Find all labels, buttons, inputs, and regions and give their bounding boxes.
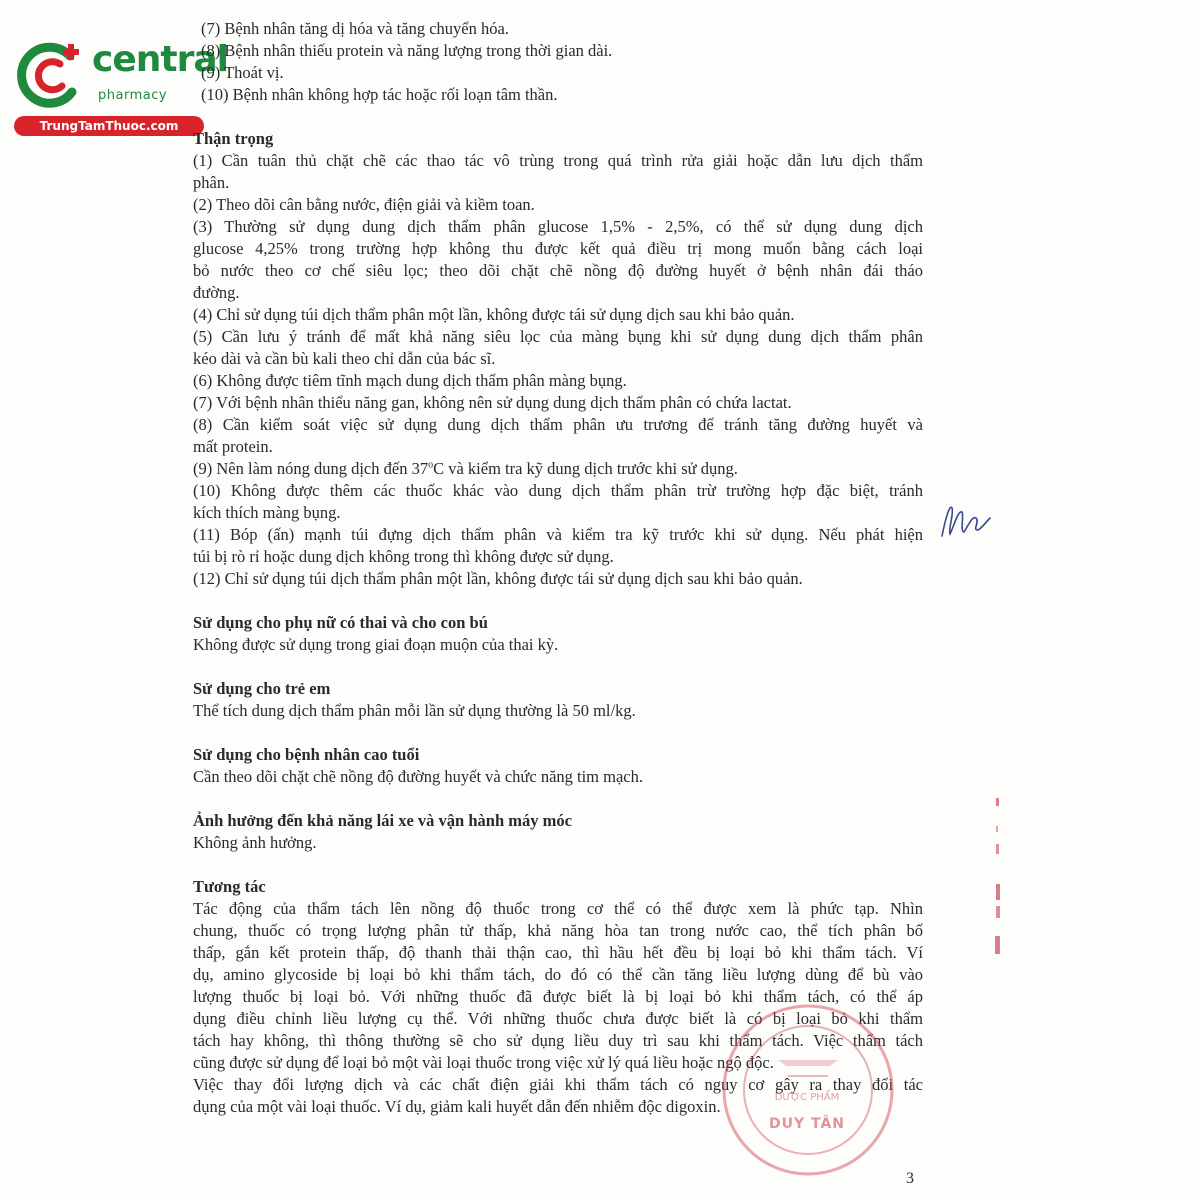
page-number: 3 — [906, 1170, 914, 1187]
precaution-12: (12) Chỉ sử dụng túi dịch thẩm phân một lần, không được tái sử dụng dịch sau khi bảo quản. — [193, 569, 803, 588]
precaution-8-line-1: (8) Cần kiểm soát việc sử dụng dung dịch thẩm phân ưu trương để tránh tăng đường huyết và — [193, 415, 923, 434]
logo-site-banner: TrungTamThuoc.com — [14, 116, 204, 136]
interactions-line-6: dụng điều chỉnh liều lượng cụ thể. Với những thuốc chưa được biết là có bị loại bỏ khi thẩm — [193, 1009, 923, 1028]
edge-stamp-marks-icon — [988, 796, 1008, 966]
central-pharmacy-logo[interactable] — [8, 36, 228, 136]
precaution-7: (7) Với bệnh nhân thiểu năng gan, không nên sử dụng dung dịch thẩm phân có chứa lactat. — [193, 393, 792, 412]
interactions-line-1: Tác động của thẩm tách lên nồng độ thuốc trong cơ thể có thể được xem là phức tạp. Nhìn — [193, 899, 923, 918]
company-stamp-icon — [718, 1000, 898, 1180]
interactions-line-8: cũng được sử dụng để loại bỏ một vài loại thuốc trong việc xử lý quá liều hoặc ngộ độc. — [193, 1053, 774, 1072]
interactions-line-10: dụng của một vài loại thuốc. Ví dụ, giảm kali huyết dẫn đến nhiễm độc digoxin. — [193, 1097, 721, 1116]
precaution-3-line-4: đường. — [193, 283, 240, 302]
precaution-11-line-2: túi bị rò rỉ hoặc dung dịch không trong thì không được sử dụng. — [193, 547, 614, 566]
pregnancy-text: Không được sử dụng trong giai đoạn muộn của thai kỳ. — [193, 635, 559, 654]
interactions-line-3: thấp, gắn kết protein thấp, độ thanh thải thận cao, thì hầu hết đều bị loại bỏ khi thẩm tách. Ví — [193, 943, 923, 962]
precaution-2: (2) Theo dõi cân bằng nước, điện giải và kiềm toan. — [193, 195, 535, 214]
precaution-6: (6) Không được tiêm tĩnh mạch dung dịch thẩm phân màng bụng. — [193, 371, 627, 390]
interactions-line-4: dụ, amino glycoside bị loại bỏ khi thẩm tách, do đó có thể cần tăng liều lượng dùng để bù vào — [193, 965, 923, 984]
precaution-3-line-3: bỏ nước theo cơ chế siêu lọc; theo dõi chặt chẽ nồng độ đường huyết ở bệnh nhân đái tháo — [193, 261, 923, 280]
driving-heading: Ảnh hưởng đến khả năng lái xe và vận hành máy móc — [193, 811, 572, 830]
precaution-1-line-1: (1) Cần tuân thủ chặt chẽ các thao tác vô trùng trong quá trình rửa giải hoặc dẫn lưu dịch thẩm — [193, 151, 923, 170]
children-heading: Sử dụng cho trẻ em — [193, 679, 331, 698]
contraindication-item-10: (10) Bệnh nhân không hợp tác hoặc rối loạn tâm thần. — [201, 85, 558, 104]
precaution-3-line-2: glucose 4,25% trong trường hợp không thu được kết quả điều trị mong muốn bằng cách loại — [193, 239, 923, 258]
precaution-10-line-1: (10) Không được thêm các thuốc khác vào dung dịch thẩm phân trừ trường hợp đặc biệt, tránh — [193, 481, 923, 500]
precaution-3-line-1: (3) Thường sử dụng dung dịch thẩm phân glucose 1,5% - 2,5%, có thể sử dụng dung dịch — [193, 217, 923, 236]
interactions-heading: Tương tác — [193, 877, 266, 896]
precaution-1-line-2: phân. — [193, 173, 230, 192]
precaution-9-degree: o — [428, 459, 434, 471]
interactions-line-9: Việc thay đổi lượng dịch và các chất điện giải khi thẩm tách có nguy cơ gây ra thay đổi tác — [193, 1075, 923, 1094]
contraindication-item-8: (8) Bệnh nhân thiếu protein và năng lượng trong thời gian dài. — [201, 41, 613, 60]
precaution-9 — [193, 458, 923, 480]
contraindication-item-9: (9) Thoát vị. — [201, 63, 284, 82]
precaution-5-line-2: kéo dài và cần bù kali theo chỉ dẫn của bác sĩ. — [193, 349, 496, 368]
precaution-9-pre: (9) Nên làm nóng dung dịch đến 37 — [193, 459, 429, 478]
logo-brand: central — [92, 39, 228, 80]
precaution-4: (4) Chỉ sử dụng túi dịch thẩm phân một lần, không được tái sử dụng dịch sau khi bảo quản. — [193, 305, 795, 324]
pharmacy-c-logo-icon — [12, 38, 86, 112]
document-body — [193, 18, 923, 1118]
children-text: Thể tích dung dịch thẩm phân mỗi lần sử dụng thường là 50 ml/kg. — [193, 701, 636, 720]
precautions-heading: Thận trọng — [193, 129, 274, 148]
interactions-line-7: tách hay không, thì thông thường sẽ cho sử dụng liều duy trì sau khi thẩm tách. Việc thẩm tách — [193, 1031, 923, 1050]
signature-icon — [936, 496, 996, 546]
precaution-8-line-2: mất protein. — [193, 437, 273, 456]
elderly-text: Cần theo dõi chặt chẽ nồng độ đường huyết và chức năng tim mạch. — [193, 767, 643, 786]
precaution-9-post: C và kiểm tra kỹ dung dịch trước khi sử dụng. — [433, 459, 738, 478]
stamp-name: DUY TÂN — [768, 1116, 845, 1132]
precaution-5-line-1: (5) Cần lưu ý tránh để mất khả năng siêu lọc của màng bụng khi sử dụng dung dịch thẩm phân — [193, 327, 923, 346]
contraindication-item-7: (7) Bệnh nhân tăng dị hóa và tăng chuyển hóa. — [201, 19, 509, 38]
logo-subtitle: pharmacy — [98, 88, 168, 103]
precaution-10-line-2: kích thích màng bụng. — [193, 503, 341, 522]
interactions-line-5: lượng thuốc bị loại bỏ. Với những thuốc đã được biết là bị loại bỏ khi thẩm tách, có thể áp — [193, 987, 923, 1006]
pregnancy-heading: Sử dụng cho phụ nữ có thai và cho con bú — [193, 613, 488, 632]
driving-text: Không ảnh hưởng. — [193, 833, 317, 852]
interactions-line-2: chung, thuốc có trọng lượng phân tử thấp, khả năng hòa tan trong nước cao, thể tích phân bố — [193, 921, 923, 940]
elderly-heading: Sử dụng cho bệnh nhân cao tuổi — [193, 745, 420, 764]
precaution-11-line-1: (11) Bóp (ấn) mạnh túi đựng dịch thẩm phân và kiểm tra kỹ trước khi sử dụng. Nếu phát hiện — [193, 525, 923, 544]
stamp-line: DƯỢC PHẨM — [774, 1092, 840, 1103]
